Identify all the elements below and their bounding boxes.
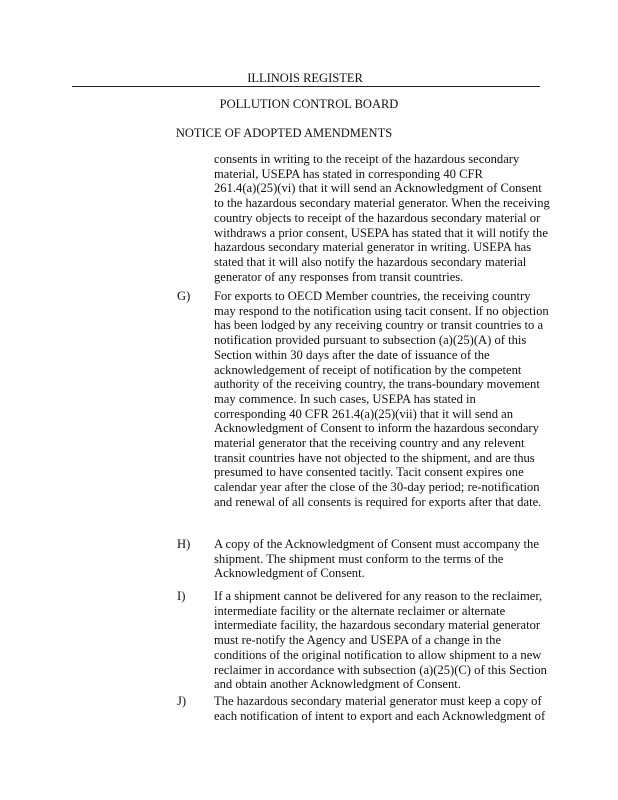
item-h-paragraph	[214, 537, 539, 581]
continuation-paragraph	[214, 152, 550, 284]
text-line: A copy of the Acknowledgment of Consent must accompany the	[214, 537, 539, 551]
text-line: conditions of the original notification to allow shipment to a new	[214, 647, 542, 662]
item-label-h: H)	[177, 537, 191, 551]
text-line: Acknowledgment of Consent.	[214, 566, 365, 581]
text-line: acknowledgement of receipt of notification by the competent	[214, 362, 522, 377]
text-line: to the hazardous secondary material generator. When the receiving	[214, 196, 550, 211]
header-rule	[72, 86, 540, 87]
item-label-j: J)	[177, 694, 187, 708]
text-line: has been lodged by any receiving country or transit countries to a	[214, 318, 544, 333]
text-line: material, USEPA has stated in corresponding 40 CFR	[214, 166, 483, 181]
text-line: intermediate facility or the alternate reclaimer or alternate	[214, 603, 506, 618]
text-line: and obtain another Acknowledgment of Consent.	[214, 677, 461, 692]
text-line: hazardous secondary material generator in writing. USEPA has	[214, 240, 532, 255]
item-j-paragraph	[214, 694, 545, 723]
text-line: authority of the receiving country, the trans-boundary movement	[214, 377, 540, 392]
text-line: generator of any responses from transit countries.	[214, 269, 464, 284]
text-line: country objects to receipt of the hazardous secondary material or	[214, 210, 541, 225]
text-line: presumed to have consented tacitly. Tacit consent expires one	[214, 465, 524, 480]
text-line: intermediate facility, the hazardous secondary material generator	[214, 618, 541, 633]
text-line: Acknowledgment of Consent to inform the hazardous secondary	[214, 421, 539, 436]
text-line: notification provided pursuant to subsection (a)(25)(A) of this	[214, 333, 527, 348]
item-i-paragraph	[214, 589, 547, 692]
text-line: may respond to the notification using tacit consent. If no objection	[214, 303, 549, 318]
text-line: For exports to OECD Member countries, the receiving country	[214, 289, 531, 303]
item-label-i: I)	[177, 589, 186, 603]
text-line: calendar year after the close of the 30-day period; re-notification	[214, 480, 540, 495]
text-line: Section within 30 days after the date of issuance of the	[214, 347, 490, 362]
text-line: material generator that the receiving country and any relevent	[214, 436, 525, 451]
text-line: and renewal of all consents is required for exports after that date.	[214, 494, 542, 509]
text-line: If a shipment cannot be delivered for any reason to the reclaimer,	[214, 589, 543, 603]
text-line: corresponding 40 CFR 261.4(a)(25)(vii) that it will send an	[214, 406, 514, 421]
register-title: ILLINOIS REGISTER	[247, 71, 363, 85]
text-line: The hazardous secondary material generator must keep a copy of	[214, 694, 542, 708]
text-line: each notification of intent to export and each Acknowledgment of	[214, 708, 546, 723]
text-line: stated that it will also notify the hazardous secondary material	[214, 254, 527, 269]
item-label-g: G)	[177, 289, 191, 303]
text-line: 261.4(a)(25)(vi) that it will send an Acknowledgment of Consent	[214, 181, 542, 196]
text-line: consents in writing to the receipt of the hazardous secondary	[214, 152, 520, 166]
text-line: must re-notify the Agency and USEPA of a change in the	[214, 633, 502, 648]
text-line: shipment. The shipment must conform to the terms of the	[214, 551, 504, 566]
notice-title: NOTICE OF ADOPTED AMENDMENTS	[175, 126, 393, 140]
item-g-paragraph	[214, 289, 549, 510]
text-line: transit countries have not objected to the shipment, and are thus	[214, 450, 535, 465]
board-title: POLLUTION CONTROL BOARD	[219, 97, 399, 111]
text-line: withdraws a prior consent, USEPA has stated that it will notify the	[214, 225, 548, 240]
text-line: reclaimer in accordance with subsection (a)(25)(C) of this Section	[214, 662, 547, 677]
text-line: may commence. In such cases, USEPA has stated in	[214, 391, 476, 406]
